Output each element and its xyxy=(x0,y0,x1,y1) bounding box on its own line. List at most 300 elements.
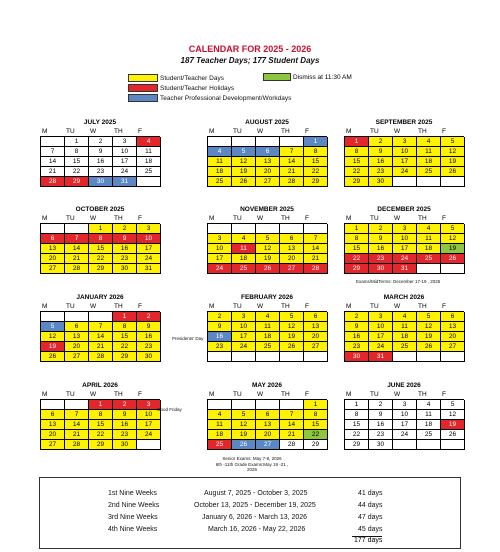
day-cell: 27 xyxy=(280,264,304,274)
weekday-label: F xyxy=(442,303,446,310)
note-good-friday: Good Friday xyxy=(157,407,182,412)
month-title: AUGUST 2025 xyxy=(245,119,289,126)
weekday-label: W xyxy=(90,303,97,310)
day-cell: 11 xyxy=(137,147,161,157)
weekday-label: W xyxy=(257,128,264,135)
weekday-header xyxy=(207,127,327,136)
legend-swatch-yellow xyxy=(128,74,158,82)
day-cell: 21 xyxy=(89,342,113,352)
note-may-exams xyxy=(202,456,302,473)
note-line: 2026 xyxy=(246,467,257,472)
weekday-label: TH xyxy=(114,128,123,135)
day-cell xyxy=(417,352,441,362)
day-cell: 18 xyxy=(137,157,161,167)
day-cell: 13 xyxy=(256,420,280,430)
day-cell: 14 xyxy=(304,244,328,254)
summary-dates: August 7, 2025 - October 3, 2025 xyxy=(204,490,308,497)
month-title: JANUARY 2026 xyxy=(76,294,124,301)
month-calendar xyxy=(344,118,464,187)
day-cell: 11 xyxy=(256,322,280,332)
summary-days: 44 days xyxy=(358,502,383,509)
day-cell: 20 xyxy=(41,430,65,440)
day-cell: 3 xyxy=(137,224,161,234)
legend-label: Dismiss at 11:30 AM xyxy=(293,73,352,81)
day-cell xyxy=(256,352,280,362)
day-cell: 22 xyxy=(113,342,137,352)
day-cell xyxy=(441,264,465,274)
weekday-label: W xyxy=(90,128,97,135)
day-cell: 30 xyxy=(137,352,161,362)
day-cell: 12 xyxy=(441,147,465,157)
day-cell: 27 xyxy=(41,440,65,450)
day-cell: 14 xyxy=(65,420,89,430)
day-cell: 2 xyxy=(369,224,393,234)
weekday-label: M xyxy=(346,391,352,398)
day-cell: 6 xyxy=(280,234,304,244)
day-cell: 22 xyxy=(89,254,113,264)
day-cell: 23 xyxy=(113,254,137,264)
day-cell: 17 xyxy=(232,332,256,342)
weekday-label: M xyxy=(42,303,48,310)
day-cell xyxy=(65,312,89,322)
month-title: MARCH 2026 xyxy=(383,294,425,301)
weekday-header xyxy=(207,390,327,399)
weekday-label: F xyxy=(305,391,309,398)
day-cell: 31 xyxy=(393,264,417,274)
month-title: DECEMBER 2025 xyxy=(377,206,431,213)
day-cell: 31 xyxy=(369,352,393,362)
day-cell: 12 xyxy=(232,420,256,430)
day-cell: 1 xyxy=(89,400,113,410)
summary-period: 2nd Nine Weeks xyxy=(108,502,160,509)
day-cell xyxy=(89,312,113,322)
summary-period: 3rd Nine Weeks xyxy=(108,514,158,521)
day-cell: 22 xyxy=(89,430,113,440)
weekday-label: W xyxy=(394,215,401,222)
weekday-header xyxy=(40,214,160,223)
day-cell: 29 xyxy=(65,177,89,187)
day-cell: 4 xyxy=(417,400,441,410)
month-calendar xyxy=(40,381,160,450)
day-cell xyxy=(393,177,417,187)
summary-row xyxy=(40,490,460,500)
day-cell: 2 xyxy=(137,312,161,322)
day-cell: 16 xyxy=(113,420,137,430)
day-cell: 1 xyxy=(89,224,113,234)
day-cell: 19 xyxy=(232,430,256,440)
day-cell: 13 xyxy=(441,322,465,332)
month-title: FEBRUARY 2026 xyxy=(240,294,294,301)
day-cell: 11 xyxy=(232,244,256,254)
month-grid xyxy=(207,399,327,450)
day-cell: 4 xyxy=(393,312,417,322)
day-cell: 17 xyxy=(369,332,393,342)
weekday-header xyxy=(207,214,327,223)
day-cell xyxy=(441,440,465,450)
day-cell xyxy=(137,440,161,450)
day-cell: 7 xyxy=(89,322,113,332)
day-cell: 12 xyxy=(280,322,304,332)
weekday-label: TH xyxy=(418,128,427,135)
day-cell xyxy=(441,177,465,187)
day-cell: 5 xyxy=(232,147,256,157)
day-cell: 17 xyxy=(393,420,417,430)
day-cell: 10 xyxy=(393,147,417,157)
day-cell xyxy=(137,177,161,187)
day-cell xyxy=(280,137,304,147)
day-cell: 29 xyxy=(113,352,137,362)
day-cell: 30 xyxy=(369,440,393,450)
day-cell: 8 xyxy=(89,234,113,244)
day-cell: 19 xyxy=(280,332,304,342)
summary-row xyxy=(40,526,460,536)
day-cell: 27 xyxy=(256,440,280,450)
month-grid xyxy=(344,223,464,274)
weekday-label: M xyxy=(209,128,215,135)
weekday-label: W xyxy=(257,303,264,310)
day-cell: 12 xyxy=(441,410,465,420)
legend-label: Student/Teacher Days xyxy=(160,74,224,82)
day-cell xyxy=(280,400,304,410)
weekday-label: TH xyxy=(418,391,427,398)
day-cell xyxy=(65,400,89,410)
day-cell: 3 xyxy=(369,312,393,322)
day-cell: 15 xyxy=(345,157,369,167)
day-cell: 30 xyxy=(369,264,393,274)
day-cell: 6 xyxy=(441,312,465,322)
day-cell: 14 xyxy=(280,157,304,167)
summary-dates: March 16, 2026 - May 22, 2026 xyxy=(208,526,306,533)
day-cell: 5 xyxy=(256,234,280,244)
note-line: 6th -11th Grade Exams:May 19 -21 , xyxy=(215,461,289,467)
day-cell: 24 xyxy=(137,430,161,440)
day-cell: 23 xyxy=(369,430,393,440)
note-presidents-day: Presidents' Day xyxy=(172,336,204,341)
weekday-label: TU xyxy=(370,391,379,398)
day-cell: 5 xyxy=(441,224,465,234)
weekday-label: TH xyxy=(114,391,123,398)
day-cell: 16 xyxy=(137,332,161,342)
day-cell: 26 xyxy=(441,167,465,177)
day-cell: 5 xyxy=(441,137,465,147)
weekday-label: W xyxy=(394,128,401,135)
day-cell: 4 xyxy=(417,224,441,234)
day-cell: 2 xyxy=(89,137,113,147)
day-cell: 15 xyxy=(304,157,328,167)
day-cell: 25 xyxy=(208,177,232,187)
day-cell: 26 xyxy=(256,264,280,274)
weekday-label: M xyxy=(346,215,352,222)
day-cell: 9 xyxy=(137,322,161,332)
month-calendar xyxy=(344,293,464,362)
day-cell: 27 xyxy=(441,342,465,352)
weekday-label: TU xyxy=(66,128,75,135)
month-grid xyxy=(40,223,160,274)
weekday-header xyxy=(344,127,464,136)
day-cell: 10 xyxy=(393,410,417,420)
day-cell xyxy=(393,440,417,450)
weekday-label: F xyxy=(138,303,142,310)
day-cell xyxy=(256,400,280,410)
day-cell: 26 xyxy=(280,342,304,352)
day-cell: 3 xyxy=(393,137,417,147)
day-cell: 13 xyxy=(280,244,304,254)
day-cell: 30 xyxy=(345,352,369,362)
day-cell: 9 xyxy=(369,147,393,157)
day-cell xyxy=(280,352,304,362)
weekday-label: F xyxy=(138,215,142,222)
legend-item xyxy=(128,83,291,93)
day-cell: 29 xyxy=(345,264,369,274)
day-cell: 9 xyxy=(89,147,113,157)
weekday-label: TH xyxy=(281,215,290,222)
day-cell: 23 xyxy=(113,430,137,440)
day-cell: 21 xyxy=(304,254,328,264)
weekday-label: TH xyxy=(114,303,123,310)
day-cell: 5 xyxy=(41,322,65,332)
month-grid xyxy=(344,136,464,187)
day-cell: 29 xyxy=(304,177,328,187)
day-cell xyxy=(65,224,89,234)
day-cell: 21 xyxy=(280,430,304,440)
day-cell: 1 xyxy=(113,312,137,322)
day-cell: 13 xyxy=(256,157,280,167)
month-grid xyxy=(40,136,160,187)
day-cell: 29 xyxy=(345,177,369,187)
weekday-label: W xyxy=(257,391,264,398)
day-cell: 15 xyxy=(113,332,137,342)
day-cell xyxy=(232,352,256,362)
day-cell xyxy=(256,224,280,234)
day-cell xyxy=(41,400,65,410)
weekday-label: F xyxy=(138,128,142,135)
day-cell: 20 xyxy=(280,254,304,264)
nine-weeks-summary xyxy=(39,477,461,549)
note-line: Senior Exams: May 7-8, 2026 xyxy=(222,456,282,461)
weekday-label: TU xyxy=(370,303,379,310)
day-cell: 25 xyxy=(208,440,232,450)
day-cell: 1 xyxy=(345,224,369,234)
day-cell: 28 xyxy=(41,177,65,187)
day-cell: 18 xyxy=(208,167,232,177)
day-cell: 20 xyxy=(65,342,89,352)
day-cell: 6 xyxy=(304,312,328,322)
day-cell: 11 xyxy=(417,234,441,244)
weekday-label: TH xyxy=(281,128,290,135)
day-cell: 27 xyxy=(256,177,280,187)
summary-days: 41 days xyxy=(358,490,383,497)
day-cell: 20 xyxy=(256,167,280,177)
month-calendar xyxy=(207,118,327,187)
day-cell: 9 xyxy=(208,322,232,332)
month-title: JULY 2025 xyxy=(83,119,117,126)
day-cell: 8 xyxy=(304,410,328,420)
weekday-label: TH xyxy=(281,391,290,398)
day-cell: 22 xyxy=(65,167,89,177)
day-cell xyxy=(280,224,304,234)
day-cell: 1 xyxy=(304,400,328,410)
calendar-subtitle: 187 Teacher Days; 177 Student Days xyxy=(180,56,320,65)
weekday-label: TH xyxy=(418,215,427,222)
day-cell xyxy=(232,400,256,410)
day-cell: 10 xyxy=(137,410,161,420)
day-cell: 26 xyxy=(417,342,441,352)
day-cell: 9 xyxy=(113,410,137,420)
day-cell: 19 xyxy=(441,244,465,254)
day-cell: 29 xyxy=(345,440,369,450)
day-cell: 8 xyxy=(345,147,369,157)
month-grid xyxy=(207,311,327,362)
legend-swatch-blue xyxy=(128,94,158,102)
weekday-label: TH xyxy=(281,303,290,310)
weekday-label: F xyxy=(305,215,309,222)
day-cell: 22 xyxy=(304,430,328,440)
month-grid xyxy=(207,223,327,274)
day-cell xyxy=(417,440,441,450)
day-cell: 16 xyxy=(369,157,393,167)
day-cell: 8 xyxy=(304,147,328,157)
day-cell: 4 xyxy=(208,410,232,420)
weekday-label: F xyxy=(442,391,446,398)
day-cell: 21 xyxy=(65,430,89,440)
weekday-label: F xyxy=(305,128,309,135)
day-cell: 10 xyxy=(208,244,232,254)
day-cell: 14 xyxy=(41,157,65,167)
day-cell: 22 xyxy=(345,430,369,440)
day-cell: 15 xyxy=(89,244,113,254)
weekday-label: TH xyxy=(418,303,427,310)
weekday-label: W xyxy=(394,303,401,310)
day-cell: 29 xyxy=(304,440,328,450)
summary-total: 177 days xyxy=(354,537,383,544)
day-cell: 11 xyxy=(393,322,417,332)
month-calendar xyxy=(207,205,327,274)
weekday-label: F xyxy=(442,128,446,135)
legend-swatch-green xyxy=(263,73,291,81)
day-cell xyxy=(393,352,417,362)
weekday-label: M xyxy=(42,128,48,135)
day-cell: 15 xyxy=(65,157,89,167)
day-cell: 4 xyxy=(137,137,161,147)
day-cell: 7 xyxy=(65,410,89,420)
day-cell: 16 xyxy=(89,157,113,167)
day-cell xyxy=(41,312,65,322)
month-grid xyxy=(40,311,160,362)
day-cell: 19 xyxy=(417,332,441,342)
summary-row xyxy=(40,502,460,512)
day-cell: 12 xyxy=(417,322,441,332)
day-cell: 27 xyxy=(65,352,89,362)
day-cell: 23 xyxy=(345,342,369,352)
month-calendar xyxy=(40,293,160,362)
day-cell: 25 xyxy=(393,342,417,352)
calendar-title: CALENDAR FOR 2025 - 2026 xyxy=(188,44,312,54)
day-cell: 6 xyxy=(41,410,65,420)
day-cell: 18 xyxy=(208,430,232,440)
day-cell: 3 xyxy=(113,137,137,147)
day-cell: 17 xyxy=(208,254,232,264)
day-cell: 27 xyxy=(41,264,65,274)
day-cell: 25 xyxy=(417,430,441,440)
weekday-label: TU xyxy=(370,215,379,222)
day-cell: 17 xyxy=(393,244,417,254)
day-cell: 3 xyxy=(393,224,417,234)
day-cell: 24 xyxy=(369,342,393,352)
day-cell: 15 xyxy=(345,420,369,430)
day-cell xyxy=(208,224,232,234)
day-cell: 24 xyxy=(113,167,137,177)
day-cell: 5 xyxy=(280,312,304,322)
day-cell: 13 xyxy=(41,420,65,430)
day-cell: 2 xyxy=(113,224,137,234)
day-cell: 18 xyxy=(256,332,280,342)
day-cell: 8 xyxy=(89,410,113,420)
day-cell xyxy=(232,224,256,234)
day-cell: 3 xyxy=(393,400,417,410)
day-cell: 28 xyxy=(280,440,304,450)
day-cell: 14 xyxy=(65,244,89,254)
weekday-label: TU xyxy=(233,391,242,398)
day-cell: 20 xyxy=(304,332,328,342)
day-cell: 7 xyxy=(280,147,304,157)
day-cell: 17 xyxy=(137,244,161,254)
day-cell: 21 xyxy=(65,254,89,264)
weekday-label: W xyxy=(394,391,401,398)
day-cell: 24 xyxy=(208,264,232,274)
day-cell: 3 xyxy=(137,400,161,410)
day-cell: 23 xyxy=(208,342,232,352)
weekday-label: TU xyxy=(66,391,75,398)
day-cell: 7 xyxy=(65,234,89,244)
day-cell: 6 xyxy=(256,147,280,157)
day-cell: 11 xyxy=(208,420,232,430)
day-cell: 10 xyxy=(393,234,417,244)
day-cell: 30 xyxy=(113,264,137,274)
day-cell xyxy=(208,137,232,147)
day-cell: 28 xyxy=(280,177,304,187)
day-cell: 31 xyxy=(137,264,161,274)
legend-label: Teacher Professional Development/Workdays xyxy=(160,94,292,102)
day-cell: 13 xyxy=(65,332,89,342)
weekday-label: M xyxy=(209,391,215,398)
day-cell: 2 xyxy=(345,312,369,322)
day-cell: 28 xyxy=(65,440,89,450)
weekday-label: M xyxy=(42,391,48,398)
day-cell: 1 xyxy=(304,137,328,147)
day-cell: 18 xyxy=(417,420,441,430)
day-cell: 28 xyxy=(65,264,89,274)
day-cell: 2 xyxy=(113,400,137,410)
day-cell: 25 xyxy=(256,342,280,352)
day-cell: 26 xyxy=(41,352,65,362)
month-grid xyxy=(40,399,160,450)
day-cell: 7 xyxy=(304,234,328,244)
summary-dates: January 6, 2026 - March 13, 2026 xyxy=(202,514,308,521)
day-cell: 24 xyxy=(232,342,256,352)
day-cell: 19 xyxy=(256,254,280,264)
day-cell: 29 xyxy=(89,440,113,450)
day-cell xyxy=(417,177,441,187)
weekday-header xyxy=(344,390,464,399)
day-cell: 14 xyxy=(89,332,113,342)
day-cell: 12 xyxy=(441,234,465,244)
summary-period: 4th Nine Weeks xyxy=(108,526,158,533)
summary-period: 1st Nine Weeks xyxy=(108,490,157,497)
day-cell: 26 xyxy=(232,177,256,187)
month-calendar xyxy=(207,293,327,362)
day-cell: 8 xyxy=(345,234,369,244)
day-cell: 19 xyxy=(441,157,465,167)
